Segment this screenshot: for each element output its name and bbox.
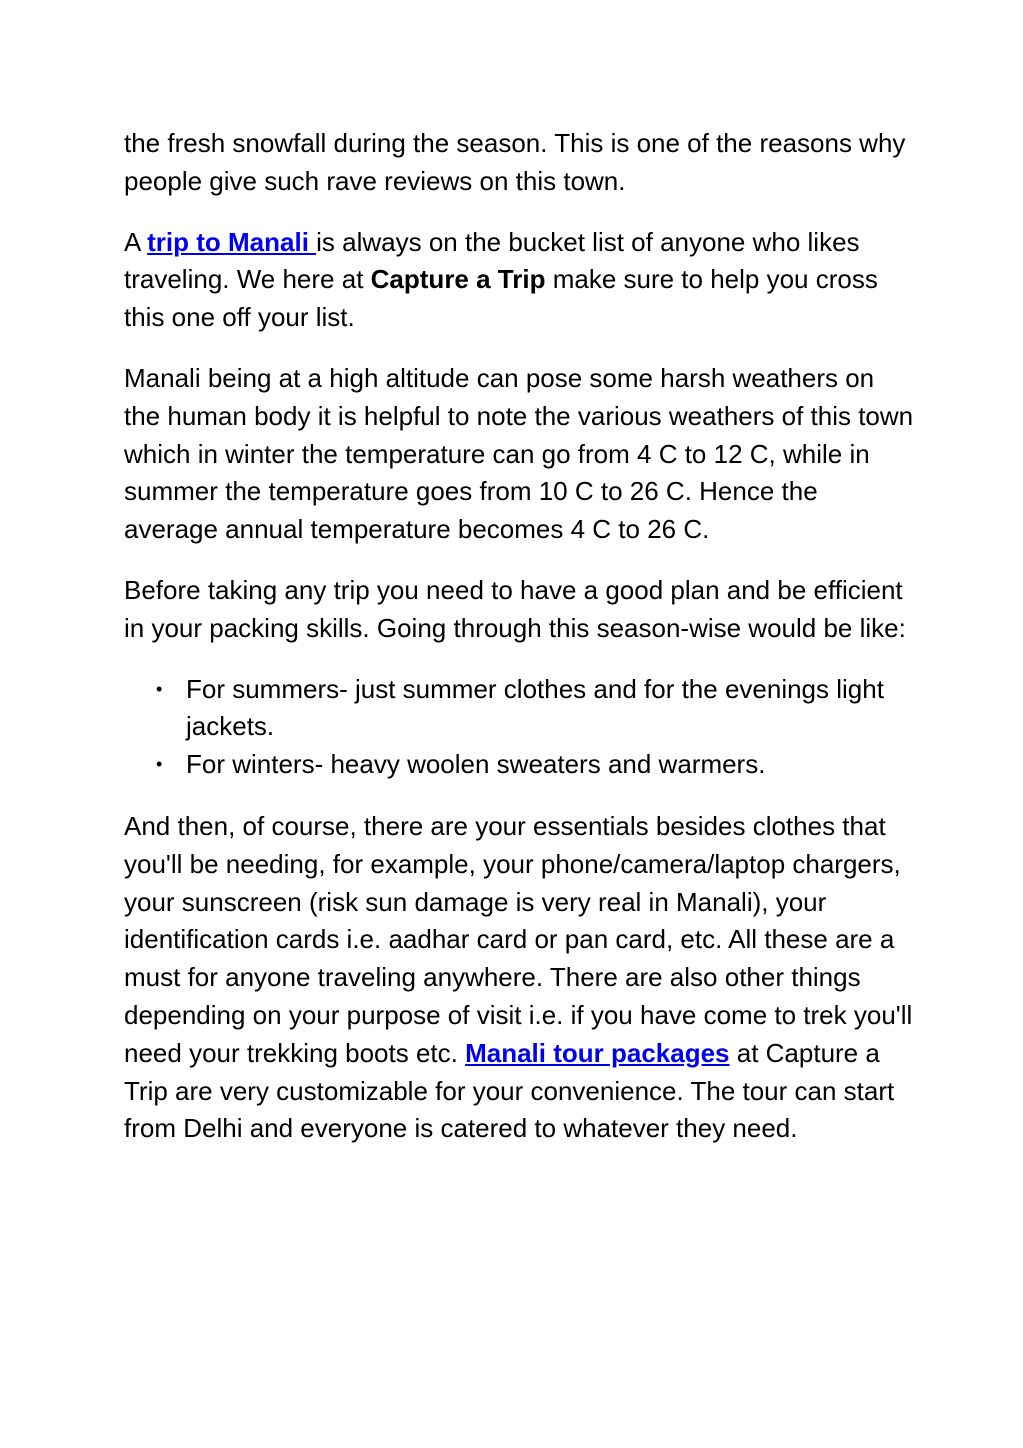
paragraph-packing bbox=[124, 572, 914, 648]
paragraph-essentials bbox=[124, 808, 914, 1148]
paragraph-essentials-start: And then, of course, there are your essentials besides clothes that you'll be needing, for example, your phone/camera/laptop chargers, your sunscreen (risk sun damage is very real in Manali), your identification cards i.e. aadhar card or pan card, etc. All these are a must for anyone traveling anywhere. There are also other things depending on your purpose of visit i.e. if you have come to trek you'll need your trekking boots etc. bbox=[124, 810, 913, 1068]
list-item bbox=[156, 671, 914, 747]
paragraph-trip-intro bbox=[124, 224, 914, 337]
trip-to-manali-link[interactable]: trip to Manali bbox=[147, 226, 317, 257]
paragraph-essentials-end: at Capture a Trip are very customizable for your convenience. The tour can start from Delhi and everyone is catered to whatever they need. bbox=[124, 1037, 895, 1144]
bullet-icon: • bbox=[156, 754, 163, 775]
paragraph-trip-intro-mid: is always on the bucket list of anyone who likes traveling. We here at bbox=[124, 226, 860, 295]
list-item-text: For summers- just summer clothes and for the evenings light jackets. bbox=[186, 673, 884, 742]
document-page bbox=[124, 125, 914, 1171]
manali-tour-packages-link[interactable]: Manali tour packages bbox=[465, 1037, 730, 1068]
paragraph-packing-text: Before taking any trip you need to have a good plan and be efficient in your packing skills. Going through this season-wise would be like: bbox=[124, 574, 906, 643]
bullet-icon: • bbox=[156, 678, 163, 699]
paragraph-trip-intro-start: A bbox=[124, 226, 148, 257]
paragraph-snowfall bbox=[124, 125, 914, 201]
paragraph-weather bbox=[124, 360, 914, 549]
paragraph-snowfall-text: the fresh snowfall during the season. This is one of the reasons why people give such rave reviews on this town. bbox=[124, 128, 906, 196]
paragraph-weather-text: Manali being at a high altitude can pose some harsh weathers on the human body it is helpful to note the various weathers of this town which in winter the temperature can go from 4 C to 12 C, while in summer the temperature goes from 10 C to 26 C. Hence the average annual temperature becomes 4 C to 26 C. bbox=[124, 362, 914, 545]
paragraph-trip-intro-end: make sure to help you cross this one off your list. bbox=[124, 264, 878, 333]
list-item-text: For winters- heavy woolen sweaters and warmers. bbox=[186, 749, 766, 780]
list-item bbox=[156, 746, 914, 784]
packing-list bbox=[124, 671, 914, 784]
capture-a-trip-brand: Capture a Trip bbox=[370, 264, 546, 295]
